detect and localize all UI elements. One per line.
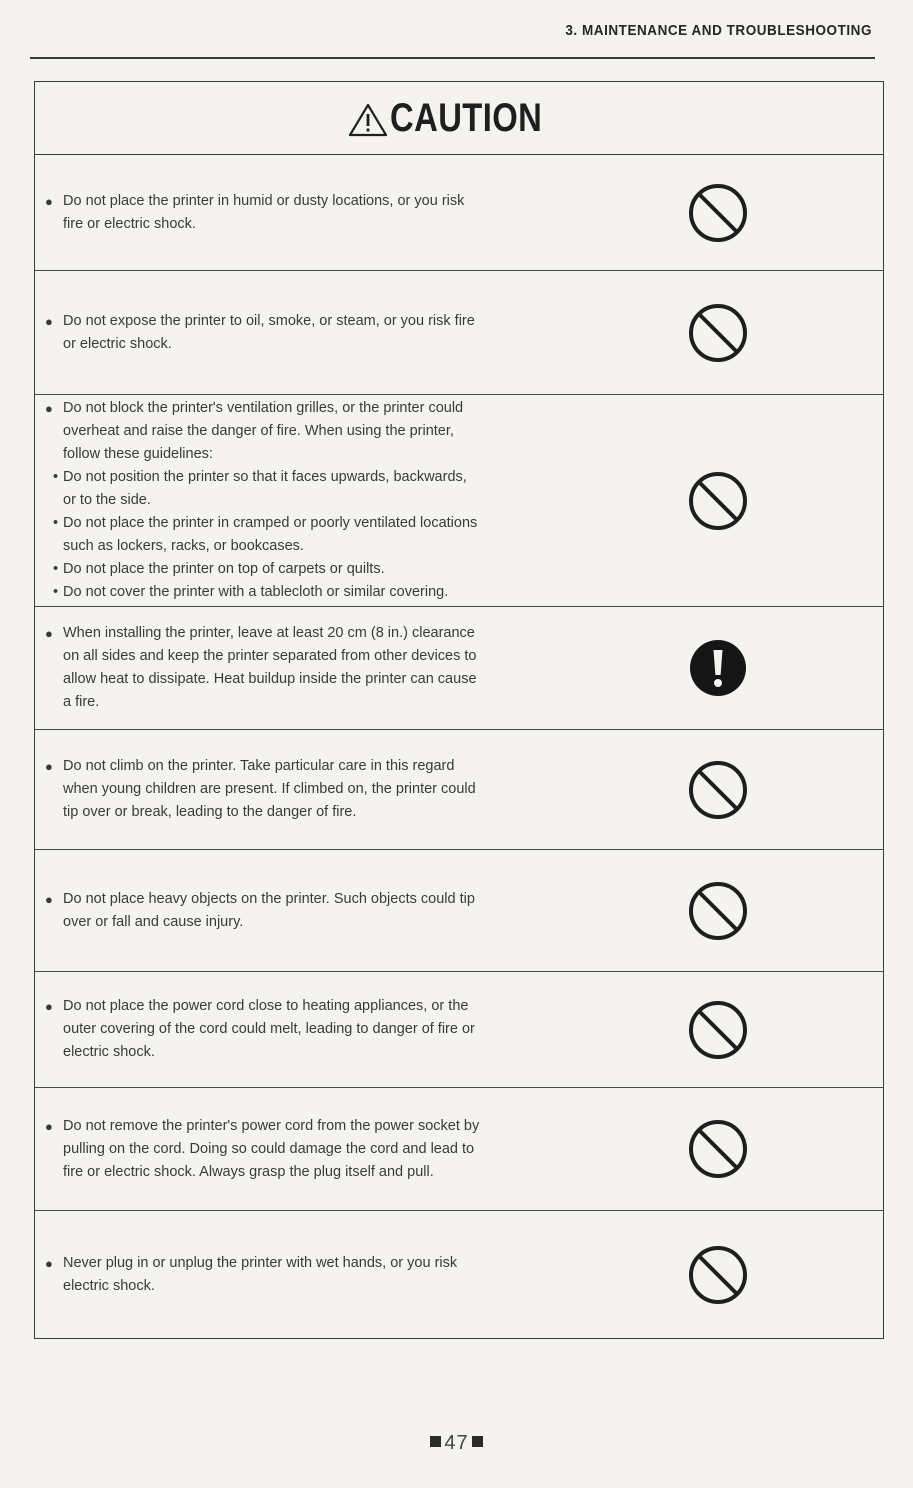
- caution-subitem-text: or to the side.: [63, 492, 151, 508]
- caution-subitem-text: Do not position the printer so that it faces upwards, backwards,: [63, 469, 467, 485]
- caution-line-text: pulling on the cord. Doing so could damage the cord and lead to: [63, 1140, 475, 1157]
- section-header: 3. MAINTENANCE AND TROUBLESHOOTING: [565, 22, 872, 39]
- bullet-icon: ●: [45, 1118, 53, 1134]
- caution-text-line: [45, 420, 565, 443]
- caution-text-line: [45, 1018, 565, 1041]
- caution-item: [35, 1088, 883, 1211]
- caution-text-line: [45, 1138, 565, 1161]
- bullet-spacer: [45, 420, 63, 443]
- caution-text-line: [45, 443, 565, 466]
- caution-item: [35, 1211, 883, 1339]
- caution-item-text: [35, 995, 565, 1064]
- caution-text-line: [45, 333, 565, 356]
- caution-line-text: Never plug in or unplug the printer with wet hands, or you risk: [63, 1255, 458, 1271]
- sub-bullet-icon: •: [53, 515, 59, 531]
- caution-text-line: [45, 397, 565, 420]
- caution-line-text: fire or electric shock. Always grasp the plug itself and pull.: [63, 1163, 434, 1180]
- caution-text-line: [45, 622, 565, 645]
- caution-subitem-line: [45, 489, 565, 512]
- caution-text-line: [45, 778, 565, 801]
- caution-line-text: on all sides and keep the printer separated from other devices to: [63, 648, 477, 664]
- caution-item: [35, 155, 883, 271]
- caution-text-line: [45, 190, 565, 213]
- caution-text-line: [45, 911, 565, 934]
- bullet-spacer: [45, 778, 63, 801]
- caution-title-row: [35, 82, 883, 155]
- caution-item: [35, 271, 883, 395]
- caution-subitem-text: Do not place the printer on top of carpets or quilts.: [63, 561, 385, 577]
- caution-box: [34, 81, 884, 1339]
- caution-item: [35, 730, 883, 850]
- caution-subitem-text: such as lockers, racks, or bookcases.: [63, 538, 304, 554]
- caution-text-line: [45, 801, 565, 824]
- prohibition-icon: [687, 880, 749, 942]
- caution-line-text: over or fall and cause injury.: [63, 913, 244, 930]
- caution-text-line: [45, 995, 565, 1018]
- caution-line-text: electric shock.: [63, 1044, 155, 1060]
- prohibition-icon: [687, 182, 749, 244]
- prohibition-icon: [687, 759, 749, 821]
- sub-bullet-icon: •: [53, 469, 59, 485]
- bullet-spacer: [45, 443, 63, 466]
- caution-subitem-line: [45, 558, 565, 581]
- caution-line-text: Do not place the power cord close to heating appliances, or the: [63, 998, 469, 1014]
- footer-square-left: [430, 1436, 441, 1447]
- caution-item-text: [35, 622, 565, 714]
- bullet-icon: ●: [45, 891, 53, 907]
- caution-line-text: Do not expose the printer to oil, smoke, or steam, or you risk fire: [63, 312, 475, 329]
- caution-text-line: [45, 888, 565, 911]
- caution-text-line: [45, 213, 565, 236]
- caution-line-text: overheat and raise the danger of fire. When using the printer,: [63, 423, 454, 439]
- caution-line-text: electric shock.: [63, 1278, 155, 1294]
- caution-item-text: [35, 1115, 565, 1184]
- bullet-spacer: [45, 691, 63, 714]
- prohibition-icon: [687, 999, 749, 1061]
- caution-subitem-line: [45, 512, 565, 535]
- caution-text-line: [45, 668, 565, 691]
- caution-line-text: a fire.: [63, 694, 100, 710]
- caution-subitem-line: [45, 466, 565, 489]
- caution-item: [35, 972, 883, 1088]
- caution-title: CAUTION: [390, 95, 543, 140]
- sub-bullet-icon: •: [53, 561, 59, 577]
- caution-item: [35, 607, 883, 730]
- caution-line-text: allow heat to dissipate. Heat buildup inside the printer can cause: [63, 671, 477, 687]
- bullet-spacer: [45, 801, 63, 824]
- caution-line-text: fire or electric shock.: [63, 215, 196, 232]
- caution-subitem-line: [45, 581, 565, 604]
- caution-line-text: Do not block the printer's ventilation grilles, or the printer could: [63, 400, 464, 416]
- prohibition-icon: [687, 1118, 749, 1180]
- caution-line-text: Do not place the printer in humid or dusty locations, or you risk: [63, 192, 465, 209]
- prohibition-icon: [687, 470, 749, 532]
- bullet-spacer: [45, 911, 63, 934]
- caution-text-line: [45, 645, 565, 668]
- page-footer: [0, 1432, 913, 1455]
- bullet-spacer: [45, 1018, 63, 1041]
- prohibition-icon: [687, 302, 749, 364]
- caution-text-line: [45, 310, 565, 333]
- caution-item-text: [35, 1252, 565, 1298]
- bullet-icon: ●: [45, 193, 53, 209]
- caution-line-text: Do not remove the printer's power cord from the power socket by: [63, 1117, 480, 1134]
- bullet-icon: ●: [45, 401, 53, 416]
- mandatory-action-icon: [687, 637, 749, 699]
- bullet-spacer: [45, 1161, 63, 1184]
- caution-item-text: [35, 755, 565, 824]
- caution-subitem-text: Do not cover the printer with a tablecloth or similar covering.: [63, 584, 449, 600]
- bullet-spacer: [45, 645, 63, 668]
- caution-line-text: Do not climb on the printer. Take particular care in this regard: [63, 758, 455, 774]
- header-rule: [30, 57, 875, 59]
- bullet-icon: ●: [45, 999, 53, 1014]
- caution-text-line: [45, 1115, 565, 1138]
- caution-line-text: or electric shock.: [63, 335, 172, 352]
- footer-square-right: [472, 1436, 483, 1447]
- caution-text-line: [45, 691, 565, 714]
- caution-subitem-line: [45, 535, 565, 558]
- caution-line-text: Do not place heavy objects on the printer. Such objects could tip: [63, 890, 475, 907]
- caution-item: [35, 395, 883, 607]
- caution-item-text: [35, 190, 565, 236]
- caution-line-text: When installing the printer, leave at least 20 cm (8 in.) clearance: [63, 625, 475, 641]
- caution-line-text: follow these guidelines:: [63, 446, 213, 462]
- bullet-spacer: [45, 333, 63, 356]
- caution-item: [35, 850, 883, 972]
- caution-text-line: [45, 1252, 565, 1275]
- bullet-icon: ●: [45, 313, 53, 329]
- sub-bullet-spacer: [53, 489, 63, 512]
- caution-item-text: [35, 397, 565, 604]
- caution-text-line: [45, 755, 565, 778]
- page-number: 47: [444, 1432, 469, 1454]
- bullet-spacer: [45, 1138, 63, 1161]
- caution-subitem-text: Do not place the printer in cramped or poorly ventilated locations: [63, 515, 478, 531]
- bullet-icon: ●: [45, 626, 53, 641]
- bullet-icon: ●: [45, 759, 53, 774]
- bullet-spacer: [45, 668, 63, 691]
- caution-line-text: when young children are present. If climbed on, the printer could: [63, 781, 476, 797]
- caution-line-text: outer covering of the cord could melt, leading to danger of fire or: [63, 1021, 475, 1037]
- bullet-spacer: [45, 213, 63, 236]
- caution-item-text: [35, 888, 565, 934]
- caution-text-line: [45, 1275, 565, 1298]
- caution-item-text: [35, 310, 565, 356]
- caution-line-text: tip over or break, leading to the danger of fire.: [63, 804, 357, 820]
- caution-text-line: [45, 1041, 565, 1064]
- bullet-spacer: [45, 1041, 63, 1064]
- prohibition-icon: [687, 1244, 749, 1306]
- caution-text-line: [45, 1161, 565, 1184]
- bullet-spacer: [45, 1275, 63, 1298]
- bullet-icon: ●: [45, 1256, 53, 1271]
- warning-triangle-icon: [348, 103, 388, 137]
- sub-bullet-icon: •: [53, 584, 59, 600]
- caution-list: [35, 155, 883, 1339]
- sub-bullet-spacer: [53, 535, 63, 558]
